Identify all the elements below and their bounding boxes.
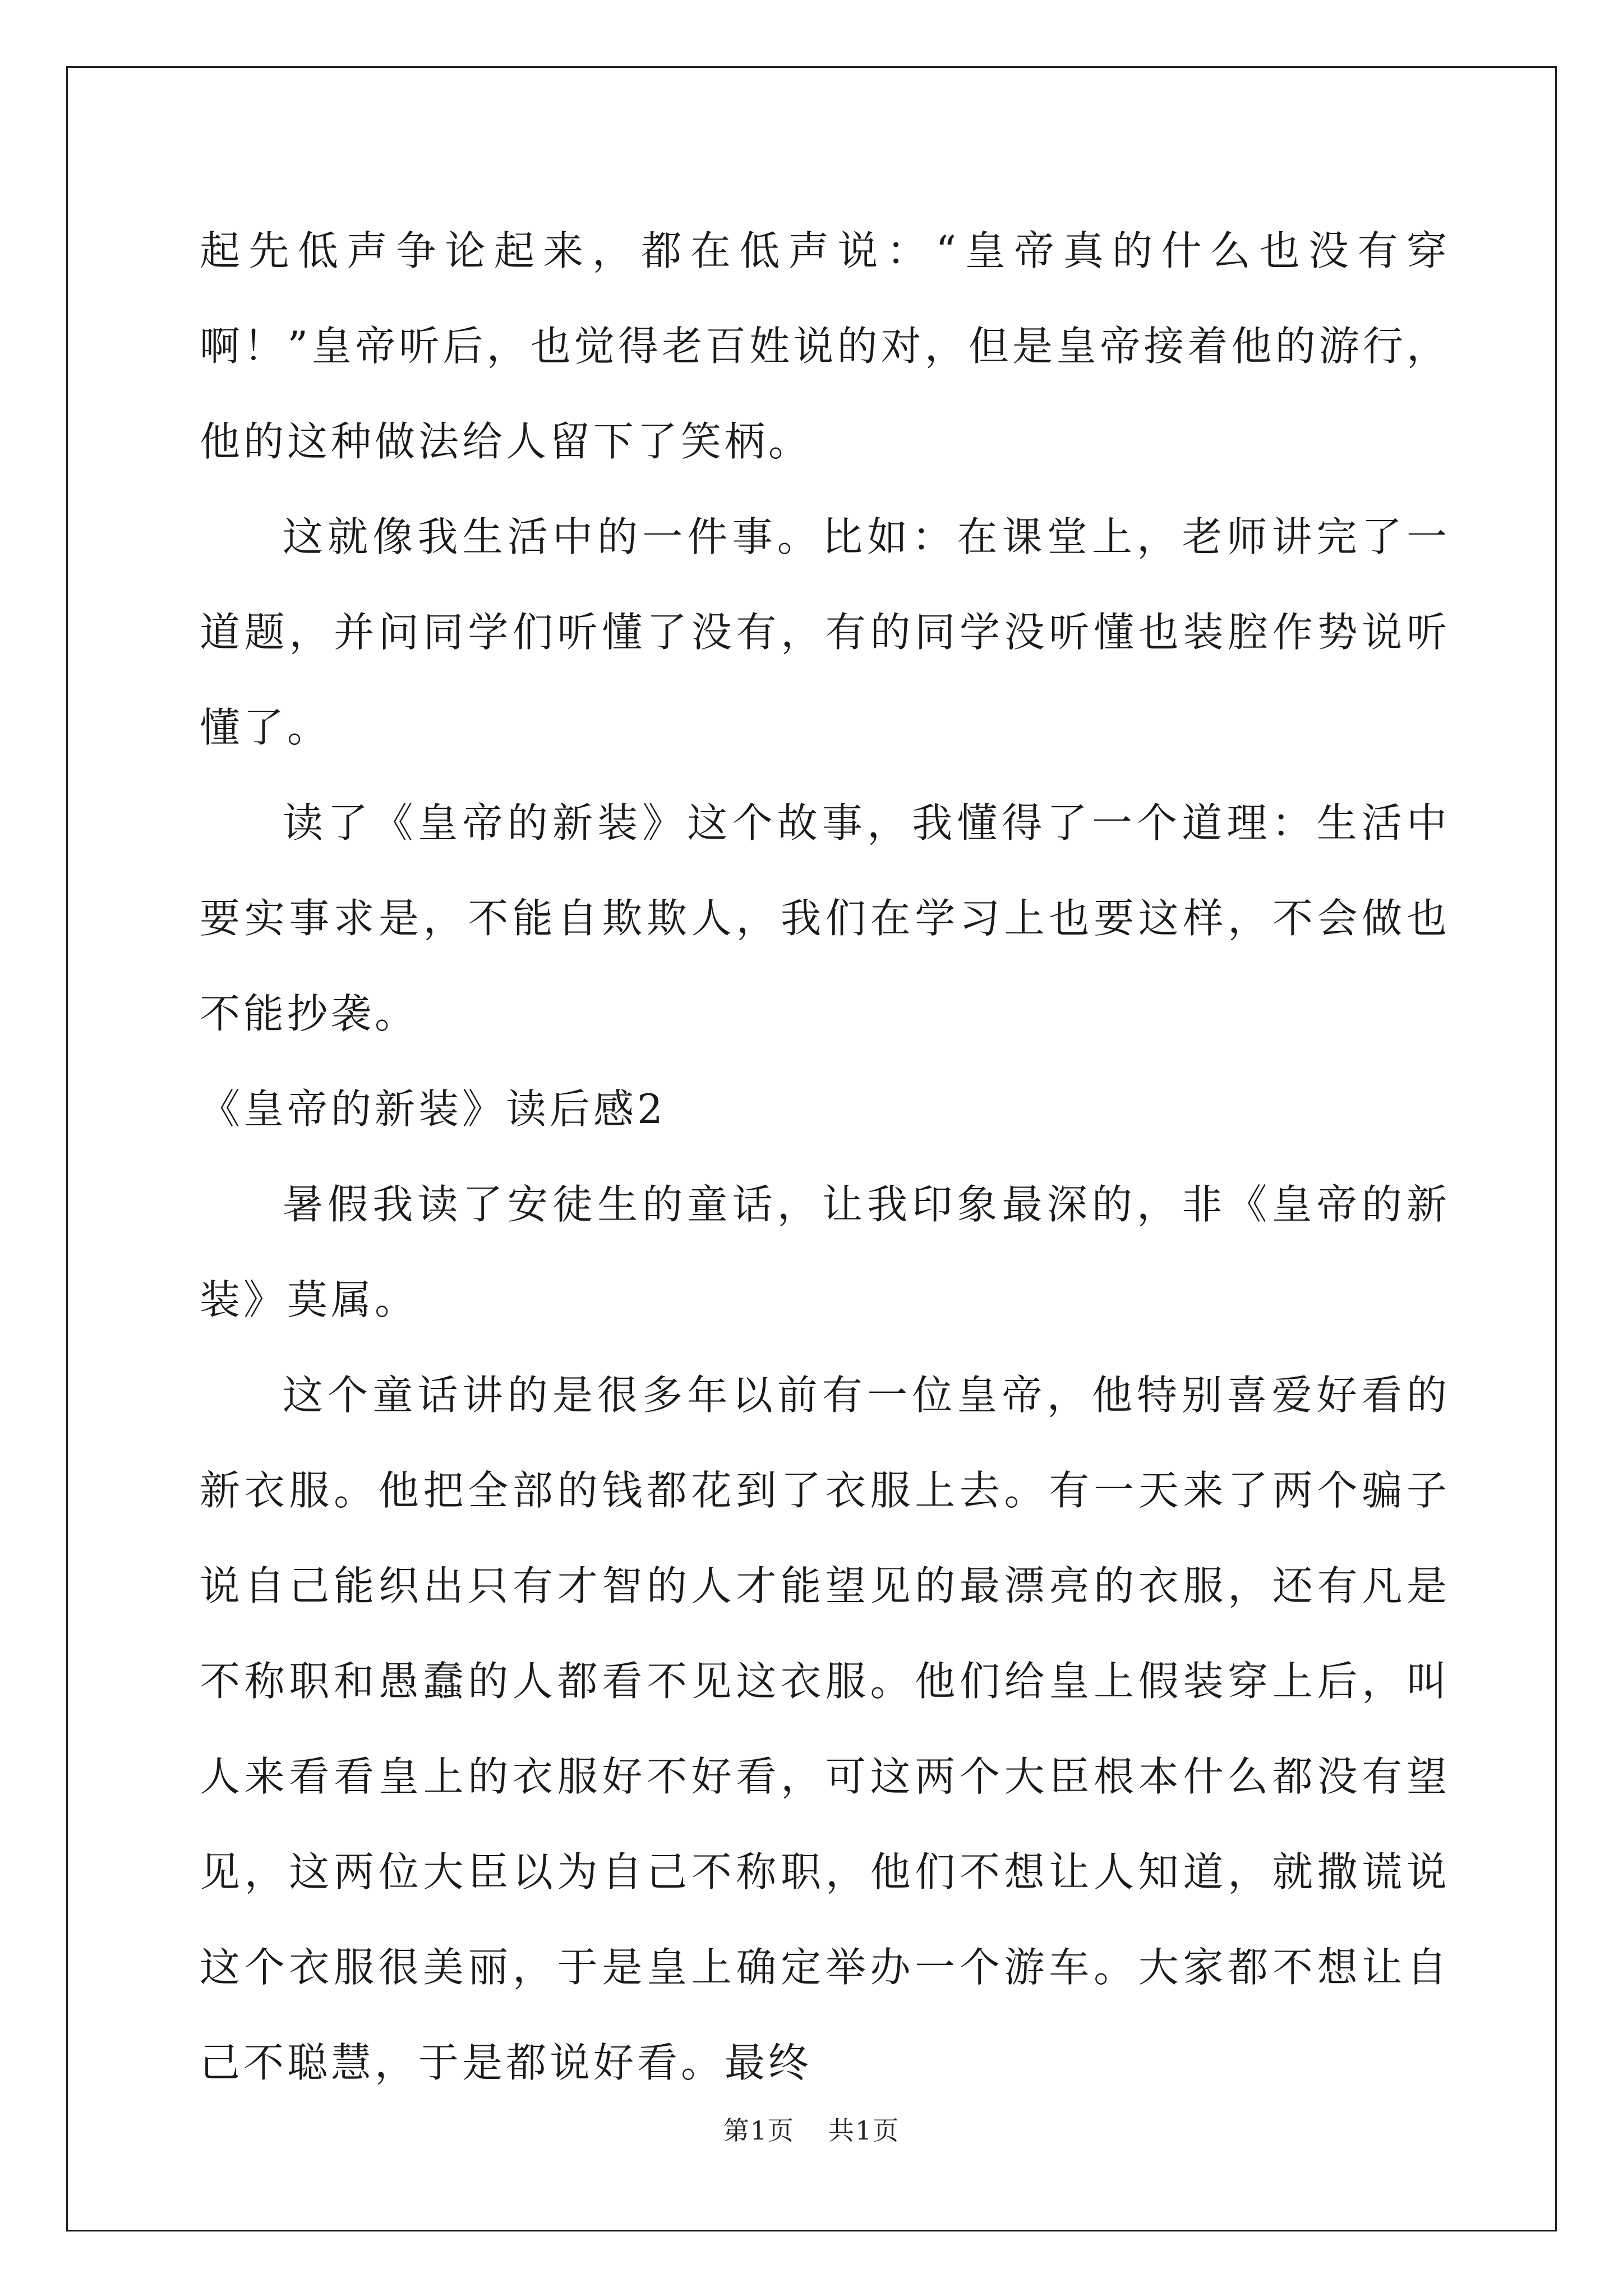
paragraph-4: 暑假我读了安徒生的童话，让我印象最深的，非《皇帝的新装》莫属。 — [200, 1181, 1450, 1323]
paragraph-1: 起先低声争论起来，都在低声说：“皇帝真的什么也没有穿啊！”皇帝听后，也觉得老百姓说的对，但是皇帝接着他的游行，他的这种做法给人留下了笑柄。 — [200, 227, 1450, 465]
page-number-current: 第1页 — [723, 2115, 795, 2146]
page-footer — [0, 2110, 1623, 2147]
section-heading: 《皇帝的新装》读后感2 — [200, 1085, 666, 1133]
paragraph-5: 这个童话讲的是很多年以前有一位皇帝，他特别喜爱好看的新衣服。他把全部的钱都花到了衣服上去。有一天来了两个骗子说自己能织出只有才智的人才能望见的最漂亮的衣服，还有凡是不称职和愚蠢的人都看不见这衣服。他们给皇上假装穿上后，叫人来看看皇上的衣服好不好看，可这两个大臣根本什么都没有望见，这两位大臣以为自己不称职，他们不想让人知道，就撒谎说这个衣服很美丽，于是皇上确定举办一个游车。大家都不想让自己不聪慧，于是都说好看。最终 — [200, 1372, 1450, 2086]
page-number-total: 共1页 — [828, 2115, 900, 2146]
paragraph-2: 这就像我生活中的一件事。比如：在课堂上，老师讲完了一道题，并问同学们听懂了没有，有的同学没听懂也装腔作势说听懂了。 — [200, 513, 1450, 751]
paragraph-3: 读了《皇帝的新装》这个故事，我懂得了一个道理：生活中要实事求是，不能自欺欺人，我们在学习上也要这样，不会做也不能抄袭。 — [200, 799, 1450, 1037]
document-body — [200, 203, 1450, 2110]
